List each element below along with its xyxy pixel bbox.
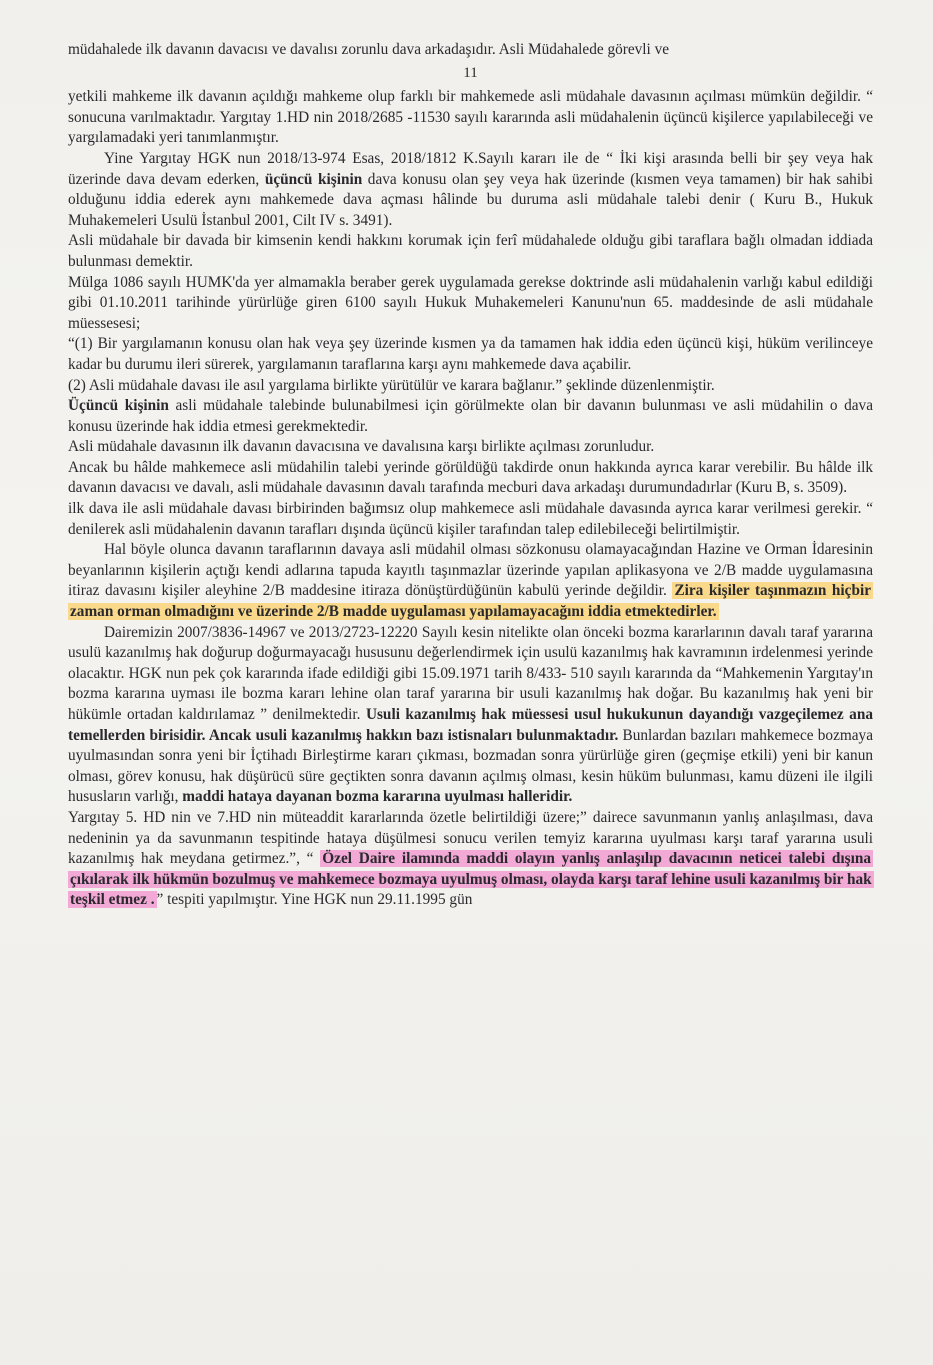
paragraph-8: Asli müdahale davasının ilk davanın davacısına ve davalısına karşı birlikte açılması zorunludur. bbox=[68, 438, 655, 456]
paragraph-7-text: asli müdahale talebinde bulunabilmesi için görülmekte olan bir davanın bulunması ve asli müdahilin o dava konusu üzerinde hak iddia etmesi gerekmektedir. bbox=[68, 397, 873, 435]
page-number: 11 bbox=[463, 64, 478, 81]
paragraph-13-text-a: Yargıtay 5. HD nin ve 7.HD nin müteaddit kararlarında özetle belirtildiği üzere;” dairece savunmanın yanlış anlaşılması, dava nedeninin ya da savunmanın tespitinde hataya düşülmesi sonucu verilen temyiz kararına uyulması karşı taraf yararına usuli kazanılmış hak meydana getirmez.”, “ bbox=[68, 808, 873, 868]
paragraph-9: Ancak bu hâlde mahkemece asli müdahilin talebi yerinde görüldüğü takdirde onun hakkında ayrıca karar verebilir. Bu hâlde ilk davanın davacısı ve davalı, asli müdahale davasının davalı tarafında mecburi dava arkadaşı durumundadırlar (Kuru B, s. 3509). bbox=[68, 458, 873, 497]
paragraph-7 bbox=[68, 396, 873, 437]
paragraph-2-text-c: dava konusu olan şey veya hak üzerinde (kısmen veya tamamen) bir hak sahibi olduğunu iddia ederek aynı mahkemede dava açması hâlinde bu duruma asli müdahale talebi denir ( Kuru B., Hukuk Muhakemeleri Usulü İstanbul 2001, Cilt IV s. 3491). bbox=[68, 170, 873, 229]
paragraph-12-text-c: Bunlardan bazıları mahkemece bozmaya uyulmasından sonra yeni bir İçtihadı Birleştirme kararı çıkması, bozmadan sonra yürürlüğe giren (geçmişe etkili) yeni bir kanun olması, görev konusu, hak düşürücü süre geçtikten sonra davanın açılmış olması, kesin hüküm bulunması, kamu düzeni ile ilgili hususların varlığı, bbox=[68, 726, 873, 806]
paragraph-1: yetkili mahkeme ilk davanın açıldığı mahkeme olup farklı bir mahkemede asli müdahale davasının açılması mümkün değildir. “ sonucuna varılmaktadır. Yargıtay 1.HD nin 2018/2685 -11530 sayılı kararında asli müdahalenin üçüncü kişilerce yapılabileceği ve yargılamadaki yeri tanımlanmıştır. bbox=[68, 88, 873, 147]
paragraph-7-bold: Üçüncü kişinin bbox=[68, 397, 169, 415]
paragraph-12 bbox=[68, 623, 873, 808]
paragraph-12-text-a: Dairemizin 2007/3836-14967 ve 2013/2723-12220 Sayılı kesin nitelikte olan önceki bozma kararlarının davalı taraf yararına usulü kazanılmış hak doğurup doğurmayacağı hususunu değerlendirmek için usulü kazanılmış hak kavramının irdelenmesi yerinde olacaktır. HGK nun pek çok kararında ifade edildiği gibi 15.09.1971 tarih 8/433- 510 sayılı kararında da “Mahkemenin Yargıtay'ın bozma kararına uyması ile bozma kararı lehine olan taraf yararına bir usuli kazanılmış hak doğar. Bu kazanılmış hak yeni bir hükümle ortadan kaldırılamaz ” denilmektedir. bbox=[68, 623, 873, 723]
paragraph-10: ilk dava ile asli müdahale davası birbirinden bağımsız olup mahkemece asli müdahale davasında ayrıca karar verilmesi gerekir. “ denilerek asli müdahalenin davanın tarafları dışında üçüncü kişiler tarafından talep edilebileceği belirtilmiştir. bbox=[68, 500, 873, 538]
paragraph-2-text-a: Yine Yargıtay HGK nun 2018/13-974 Esas, 2018/1812 K.Sayılı kararı ile de “ İki kişi arasında belli bir şey veya hak üzerinde dava devam ederken, bbox=[68, 149, 873, 188]
paragraph-12-bold-a: Usuli kazanılmış hak müessesi usul hukukunun dayandığı vazgeçilemez ana temellerden birisidir. Ancak usuli kazanılmış hakkın bazı istisnaları bulunmaktadır. bbox=[68, 706, 873, 744]
highlight-yellow-text: Zira kişiler taşınmazın hiçbir zaman orman olmadığını ve üzerinde 2/B madde uygulaması yapılamayacağını iddia etmektedirler. bbox=[70, 582, 871, 621]
paragraph-2-bold: üçüncü kişinin bbox=[264, 170, 363, 188]
paragraph-13 bbox=[68, 808, 873, 911]
paragraph-13-text-c: ” tespiti yapılmıştır. Yine HGK nun 29.11.1995 gün bbox=[156, 891, 473, 909]
paragraph-11 bbox=[68, 540, 873, 622]
paragraph-12-bold-d: maddi hataya dayanan bozma kararına uyulması halleridir. bbox=[182, 788, 573, 806]
paragraph-11-text: Hal böyle olunca davanın taraflarının davaya asli müdahil olması sözkonusu olamayacağından Hazine ve Orman İdaresinin beyanlarının kişilerin açtığı kendi adlarına tapuda kayıtlı taşınmazlar üzerinde yapılan aplikasyona ve 2/B madde uygulamasına itiraz davasını kişiler aleyhine 2/B maddesine itiraza dönüştürdüğünün kabulü yerinde değildir. bbox=[68, 541, 873, 600]
paragraph-4: Mülga 1086 sayılı HUMK'da yer almamakla beraber gerek uygulamada gerekse doktrinde asli müdahalenin varlığı kabul edildiği gibi 01.10.2011 tarihinde yürürlüğe giren 6100 sayılı Hukuk Muhakemeleri Kanunu'nun 65. maddesinde de asli müdahale müessesesi; bbox=[68, 273, 873, 332]
paragraph-2 bbox=[68, 149, 873, 231]
paragraph-3: Asli müdahale bir davada bir kimsenin kendi hakkını korumak için ferî müdahalede olduğu gibi taraflara bağlı olmadan iddiada bulunması demektir. bbox=[68, 232, 873, 270]
paragraph-5-quote: “(1) Bir yargılamanın konusu olan hak veya şey üzerinde kısmen ya da tamamen hak iddia eden üçüncü kişi, hüküm verilinceye kadar bu durumu ileri sürerek, yargılamanın taraflarına karşı aynı mahkemede dava açabilir. bbox=[68, 335, 873, 373]
text-line-top: müdahalede ilk davanın davacısı ve davalısı zorunlu dava arkadaşıdır. Asli Müdahalede görevli ve bbox=[68, 41, 670, 58]
paragraph-6-quote: (2) Asli müdahale davası ile asıl yargılama birlikte yürütülür ve karara bağlanır.” şeklinde düzenlenmiştir. bbox=[68, 376, 715, 394]
highlight-pink-text: Özel Daire ilamında maddi olayın yanlış anlaşılıp davacının neticei talebi dışına çıkılarak ilk hükmün bozulmuş ve mahkemece bozmaya uyulmuş olması, olayda karşı taraf lehine usuli kazanılmış bir hak teşkil etmez . bbox=[70, 850, 872, 909]
